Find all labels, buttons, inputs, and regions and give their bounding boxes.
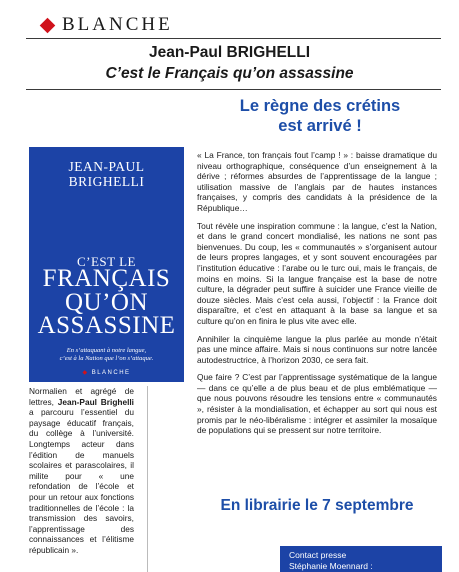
column-divider <box>147 386 148 572</box>
release-date: En librairie le 7 septembre <box>220 497 414 514</box>
book-description <box>197 150 437 443</box>
body-paragraph: Que faire ? C’est par l’apprentissage systématique de la langue — dans ce qu’elle a de plus beau et de plus emblématique — que nous pouvons résoudre les tensions entre « communautés », résister à la mondialisation, et échapper au sort qui nous est promis par le néo-libéralisme : intégrer et assimiler la mosaïque de populations qui se pressent sur notre territoire. <box>197 372 437 436</box>
cover-tagline-line: En s’attaquant à notre langue, <box>66 347 147 354</box>
body-paragraph: Annihiler la cinquième langue la plus parlée au monde n’était pas une mince affaire. Mais si nous continuons sur notre lancée autodestructrice, à l’horizon 2030, ce sera fait. <box>197 333 437 365</box>
bio-author-name: Jean-Paul Brighelli <box>57 396 134 407</box>
cover-tagline <box>35 347 178 363</box>
bio-intro: Normalien et agrégé de lettres, <box>29 386 134 407</box>
author-bio <box>29 386 134 556</box>
cover-title-line: ASSASSINE <box>37 312 176 339</box>
headline-line-1: Le règne des crétins <box>239 97 401 115</box>
author-name: Jean-Paul BRIGHELLI <box>148 44 311 61</box>
cover-title-line: QU’ON <box>64 289 149 316</box>
cover-author <box>29 159 184 189</box>
headline <box>205 96 435 136</box>
cover-title-line: C’EST LE <box>76 254 136 269</box>
brand-name: BLANCHE <box>62 14 173 35</box>
book-cover <box>29 147 184 382</box>
body-paragraph: « La France, ton français fout l’camp ! » : baisse dramatique du niveau orthographique, conséquence d’un enseignement à la dérive ; réformes absurdes de l’apprentissage de la langue ; utilisation massive de l’anglais par de hautes instances françaises, y compris des candidats à la présidence de la République… <box>197 150 437 213</box>
cover-author-line: JEAN-PAUL <box>68 159 145 174</box>
contact-label: Contact presse <box>289 550 347 560</box>
diamond-icon: ◆ <box>82 370 92 376</box>
cover-publisher-name: BLANCHE <box>91 370 131 376</box>
cover-tagline-line: c’est à la Nation que l’on s’attaque. <box>59 355 154 362</box>
body-paragraph: Tout révèle une inspiration commune : la langue, c’est la Nation, et dans le grand concert mondialisé, les nations ne sont pas bienvenues. Du coup, les « communautés » s’organisent autour de leurs propres langages, et y sont souvent encouragées par l’institution éducative : l’arabe ou le turc oui, mais le français, de moins en moins. Si la langue française est la base de notre culture, la dégrader peut suffire à suicider une France vieille de douze siècles. Mais c’est cela aussi, l’objectif : la France doit disparaître, et c’est en attaquant à la base sa langue et sa culture qu’on en finira le plus vite avec elle. <box>197 220 437 326</box>
cover-author-line: BRIGHELLI <box>68 174 145 189</box>
headline-line-2: est arrivé ! <box>278 117 362 135</box>
title-divider <box>26 89 441 90</box>
cover-title-line: FRANÇAIS <box>42 265 171 292</box>
diamond-icon <box>40 17 56 33</box>
book-title: C’est le Français qu’on assassine <box>105 65 354 82</box>
contact-name: Stéphanie Moennard : <box>289 560 373 571</box>
cover-publisher <box>29 369 184 376</box>
press-contact-box <box>280 546 442 572</box>
publisher-logo <box>42 14 173 36</box>
header-divider <box>26 38 441 39</box>
bio-text: a parcouru l’essentiel du paysage éducatif français, du collège à l’université. Longtemps acteur dans l’édition de manuels scolaires et parascolaires, il milite pour « une refondation de l’école et pour un retour aux fonctions traditionnelles de l’école : la transmission des savoirs, l’apprentissage des connaissances et l’élitisme républicain ». <box>29 407 134 555</box>
